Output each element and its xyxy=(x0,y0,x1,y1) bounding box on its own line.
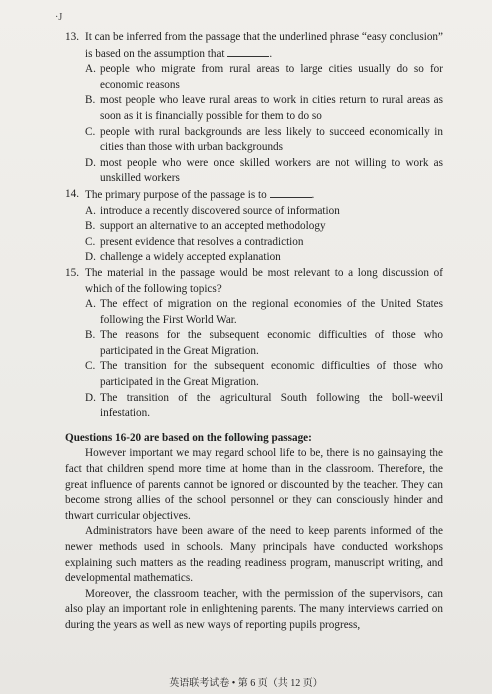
question-text: The primary purpose of the passage is to xyxy=(85,188,267,201)
option-b xyxy=(65,93,443,124)
option-letter: D. xyxy=(85,156,96,169)
option-d xyxy=(65,391,443,422)
question-15 xyxy=(65,266,443,422)
section-title: Questions 16-20 are based on the following passage: xyxy=(65,431,312,444)
option-text: The effect of migration on the regional economies of the United States following the First World War. xyxy=(100,298,443,326)
option-letter: A. xyxy=(85,63,96,76)
question-number: 14. xyxy=(65,187,79,200)
question-text-end: . xyxy=(269,47,273,60)
question-stem xyxy=(65,187,443,204)
option-a xyxy=(65,297,443,328)
option-letter: C. xyxy=(85,360,96,373)
option-b xyxy=(65,328,443,359)
option-text: The transition of the agricultural South following the boll-weevil infestation. xyxy=(100,391,443,420)
option-letter: D. xyxy=(85,251,96,264)
option-c xyxy=(65,359,443,390)
question-stem xyxy=(65,266,443,297)
question-14 xyxy=(65,187,443,266)
question-13 xyxy=(65,30,443,187)
option-letter: B. xyxy=(85,94,96,107)
question-number: 15. xyxy=(65,266,79,279)
question-number: 13. xyxy=(65,31,79,43)
option-a xyxy=(65,62,443,93)
option-text: The transition for the subsequent economic difficulties of those who participated in the Great Migration. xyxy=(100,360,443,389)
option-b xyxy=(65,219,443,235)
page-footer: 英语联考试卷 • 第 6 页（共 12 页） xyxy=(169,678,323,689)
option-d xyxy=(65,250,443,266)
page-content xyxy=(65,30,443,634)
option-a xyxy=(65,204,443,220)
question-stem xyxy=(65,30,443,62)
option-letter: A. xyxy=(85,298,96,311)
option-c xyxy=(65,235,443,251)
option-text: people who migrate from rural areas to large cities usually do so for economic reasons xyxy=(100,63,443,91)
option-letter: B. xyxy=(85,329,96,342)
option-text: challenge a widely accepted explanation xyxy=(100,251,281,264)
option-c xyxy=(65,125,443,156)
option-letter: D. xyxy=(85,391,96,404)
passage-paragraph: Administrators have been aware of the need to keep parents informed of the newer methods used in schools. Many principals have conducted workshops explaining such matters as the reading readiness program, manuscript writing, and developmental mathematics. xyxy=(65,525,443,585)
option-letter: B. xyxy=(85,220,96,233)
passage-paragraph: Moreover, the classroom teacher, with the permission of the supervisors, can also play an important role in enlightening parents. The many interviews carried on during the years as well as new ways of reporting pupils progress, xyxy=(65,587,443,631)
option-text: people with rural backgrounds are less likely to succeed economically in cities than those with urban backgrounds xyxy=(100,125,443,154)
option-text: present evidence that resolves a contradiction xyxy=(100,235,304,248)
passage-paragraph: However important we may regard school life to be, there is no gainsaying the fact that children spend more time at home than in the classroom. Therefore, the great influence of parents cannot be ignored or discounted by the teacher. They can become strong allies of the school personnel or they can consciously hinder and thwart curricular objectives. xyxy=(65,447,443,522)
option-text: support an alternative to an accepted methodology xyxy=(100,220,326,233)
option-d xyxy=(65,156,443,187)
option-letter: A. xyxy=(85,204,96,217)
option-letter: C. xyxy=(85,125,96,138)
option-text: The reasons for the subsequent economic difficulties of those who participated in the Great Migration. xyxy=(100,329,443,357)
answer-blank xyxy=(227,46,269,57)
option-text: most people who were once skilled workers are not willing to work as unskilled workers xyxy=(100,156,443,185)
option-text: most people who leave rural areas to work in cities return to rural areas as soon as it is financially possible for them to do so xyxy=(100,94,443,122)
question-text: The material in the passage would be most relevant to a long discussion of which of the following topics? xyxy=(85,266,443,295)
answer-blank xyxy=(270,187,312,198)
option-letter: C. xyxy=(85,235,96,248)
question-text-end: . xyxy=(311,188,315,201)
option-text: introduce a recently discovered source of information xyxy=(100,204,340,217)
question-text: It can be inferred from the passage that the underlined phrase “easy conclusion” is based on the assumption that xyxy=(85,31,443,60)
corner-mark: ·J xyxy=(55,12,63,23)
